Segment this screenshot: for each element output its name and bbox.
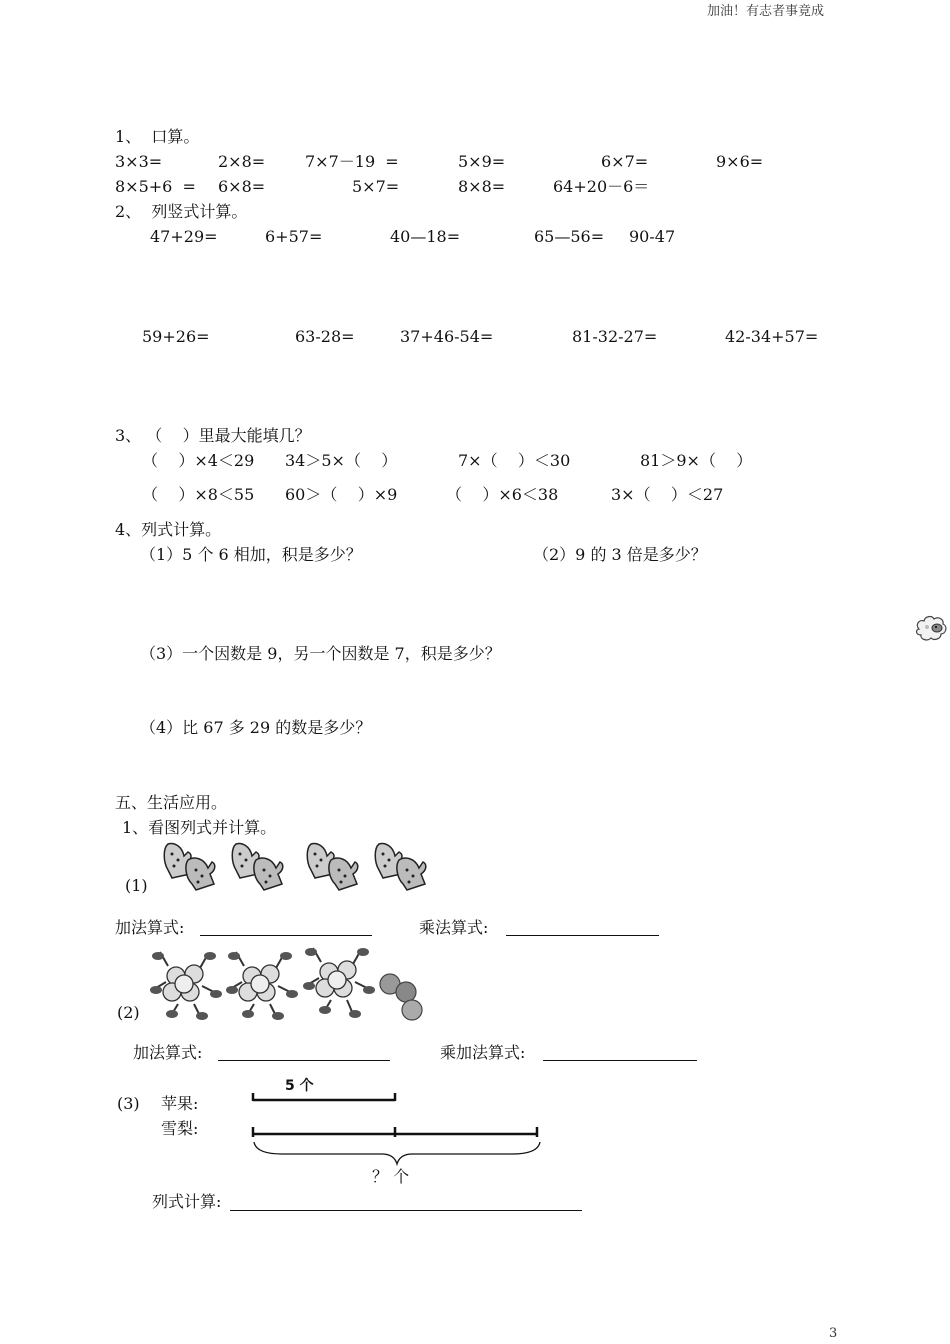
- apple-row-label: 苹果:: [161, 1094, 199, 1113]
- s3-r2-c4: 3×（ ）＜27: [611, 485, 724, 504]
- s1-r1-c2: 2×8=: [218, 152, 266, 171]
- mitten-pair-icon: [160, 840, 222, 892]
- s1-r1-c4: 5×9=: [458, 152, 506, 171]
- mitten-pair-icon: [228, 840, 290, 892]
- section5-title: 五、生活应用。: [115, 793, 228, 812]
- page-number: 3: [829, 1326, 838, 1341]
- multiplication-answer-line[interactable]: [506, 935, 659, 936]
- s4-question-1: （1）5 个 6 相加，积是多少？: [140, 545, 362, 564]
- apple-bunch-icon: [226, 948, 298, 1020]
- section4-title: 4、列式计算。: [115, 520, 222, 539]
- s2-r2-c3: 37+46-54=: [400, 327, 494, 346]
- s1-r1-c1: 3×3=: [115, 152, 163, 171]
- part3-label: (3): [117, 1094, 140, 1113]
- mitten-pair-icon: [303, 840, 365, 892]
- s1-r1-c3: 7×7－19 =: [305, 152, 399, 171]
- s1-r2-c3: 5×7=: [352, 177, 400, 196]
- s3-r2-c3: （ ）×6＜38: [446, 485, 559, 504]
- s1-r2-c2: 6×8=: [218, 177, 266, 196]
- part2-label: (2): [117, 1003, 140, 1022]
- s2-r2-c4: 81-32-27=: [572, 327, 658, 346]
- s3-r2-c2: 60＞（ ）×9: [285, 485, 398, 504]
- multiplication-formula-label: 乘法算式:: [419, 918, 489, 937]
- s1-r2-c5: 64+20－6＝: [553, 177, 650, 196]
- s4-question-3: （3）一个因数是 9，另一个因数是 7，积是多少？: [140, 644, 501, 663]
- part1-label: (1): [125, 876, 148, 895]
- pear-segment-bar: [250, 1126, 542, 1140]
- multiply-add-formula-label: 乘加法算式:: [440, 1043, 526, 1062]
- apple-segment-bar: [250, 1092, 400, 1106]
- calculation-answer-line[interactable]: [230, 1210, 582, 1211]
- total-question-label: ？ 个: [372, 1167, 410, 1186]
- s4-question-4: （4）比 67 多 29 的数是多少？: [140, 718, 372, 737]
- addition-formula-label-2: 加法算式:: [133, 1043, 203, 1062]
- s2-r2-c1: 59+26=: [142, 327, 210, 346]
- s4-question-2: （2）9 的 3 倍是多少？: [533, 545, 707, 564]
- apple-bunch-icon: [150, 948, 222, 1020]
- s1-r2-c1: 8×5+6 =: [115, 177, 196, 196]
- five-count-label: 5 个: [285, 1078, 314, 1094]
- apple-bunch-icon: [303, 944, 375, 1020]
- section2-title: 2、 列竖式计算。: [115, 202, 248, 221]
- s2-r1-c5: 90-47: [629, 227, 676, 246]
- s2-r2-c5: 42-34+57=: [725, 327, 819, 346]
- s2-r1-c2: 6+57=: [265, 227, 323, 246]
- sheep-icon: [913, 611, 949, 647]
- addition-answer-line[interactable]: [200, 935, 372, 936]
- s1-r1-c6: 9×6=: [716, 152, 764, 171]
- mitten-pair-icon: [371, 840, 433, 892]
- s2-r2-c2: 63-28=: [295, 327, 355, 346]
- s1-r2-c4: 8×8=: [458, 177, 506, 196]
- pear-row-label: 雪梨:: [161, 1119, 199, 1138]
- loose-apples-icon: [376, 970, 426, 1022]
- s3-r1-c1: （ ）×4＜29: [142, 451, 255, 470]
- section3-title: 3、 （ ）里最大能填几？: [115, 426, 311, 445]
- s2-r1-c1: 47+29=: [150, 227, 218, 246]
- section1-title: 1、 口算。: [115, 127, 200, 146]
- s1-r1-c5: 6×7=: [601, 152, 649, 171]
- s3-r1-c4: 81＞9×（ ）: [640, 451, 753, 470]
- page-header: 加油！有志者事竟成: [707, 4, 825, 19]
- addition-answer-line-2[interactable]: [218, 1060, 390, 1061]
- addition-formula-label: 加法算式:: [115, 918, 185, 937]
- multiply-add-answer-line[interactable]: [543, 1060, 697, 1061]
- s3-r2-c1: （ ）×8＜55: [142, 485, 255, 504]
- s2-r1-c4: 65—56=: [534, 227, 605, 246]
- s3-r1-c2: 34＞5×（ ）: [285, 451, 398, 470]
- s2-r1-c3: 40—18=: [390, 227, 461, 246]
- s3-r1-c3: 7×（ ）＜30: [458, 451, 571, 470]
- calculation-label: 列式计算:: [152, 1192, 222, 1211]
- s5-subtitle: 1、看图列式并计算。: [122, 818, 277, 837]
- total-brace: [252, 1140, 542, 1166]
